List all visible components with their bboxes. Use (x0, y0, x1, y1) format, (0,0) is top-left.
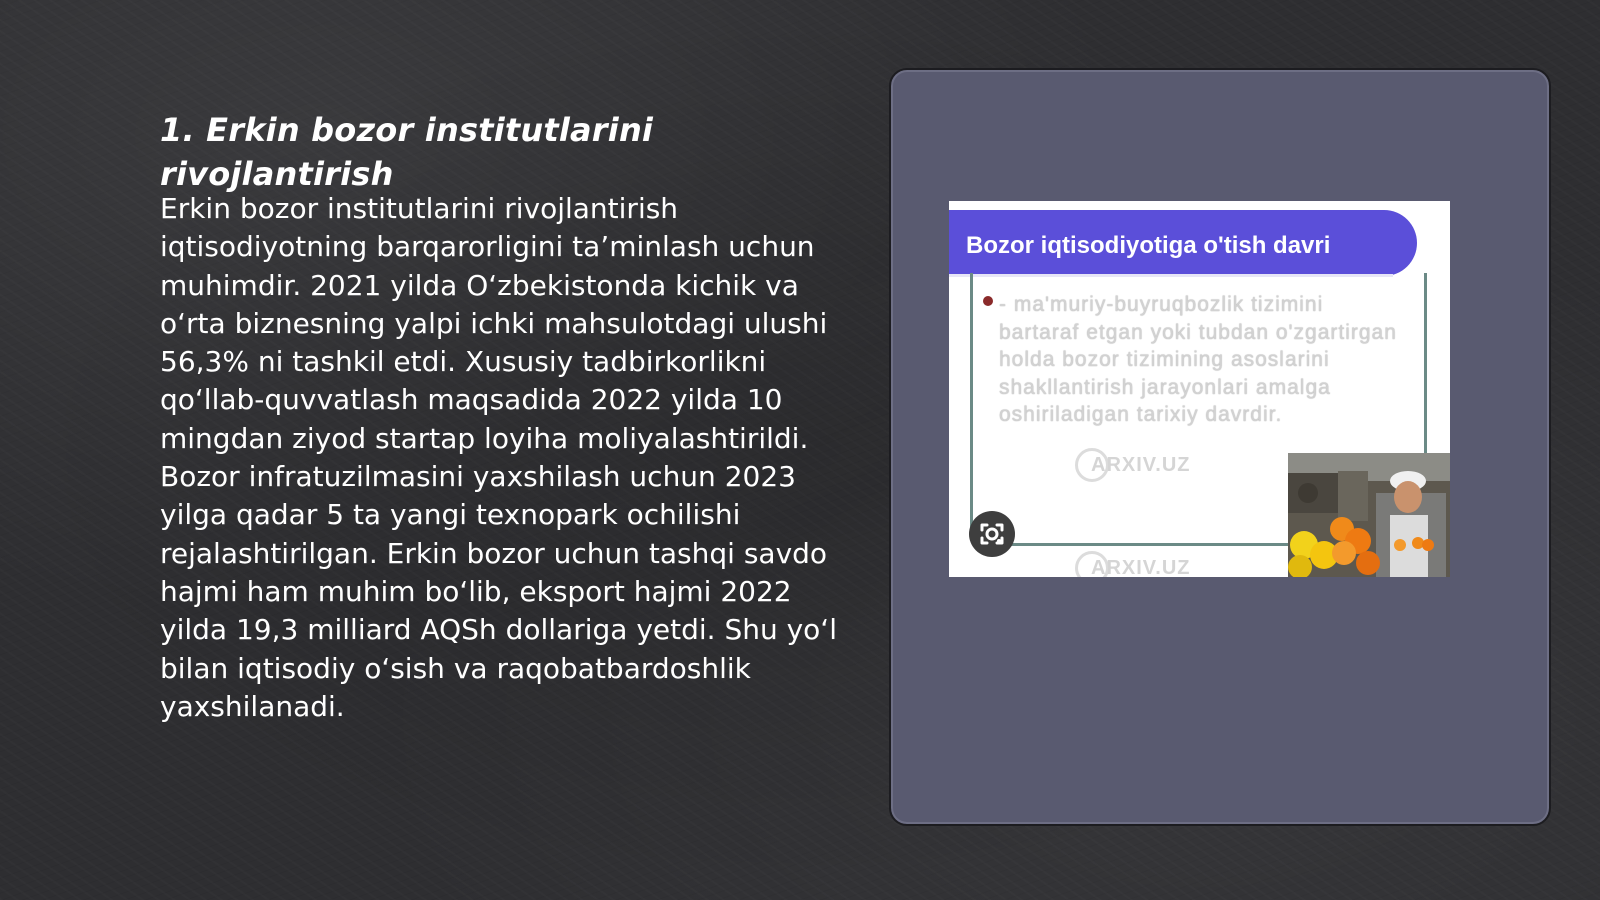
lens-glyph-icon (969, 511, 1015, 557)
google-lens-icon[interactable] (969, 511, 1015, 557)
slide-title: 1. Erkin bozor institutlarini rivojlantirish (160, 111, 654, 193)
market-photo-illustration (1288, 453, 1450, 577)
embedded-slide-image (949, 201, 1450, 577)
market-vendor-photo (1288, 453, 1450, 577)
slide-text-block (160, 108, 840, 726)
watermark-text: ARXIV.UZ (1091, 454, 1191, 476)
slide-body-text: Erkin bozor institutlarini rivojlantirish iqtisodiyotning barqarorligini ta’minlash uchun muhimdir. 2021 yilda O‘zbekistonda kichik va o‘rta biznesning yalpi ichki mahsulotdagi ulushi 56,3% ni tashkil etdi. Xususiy tadbirkorlikni qo‘llab-quvvatlash maqsadida 2022 yilda 10 mingdan ziyod startap loyiha moliyalashtirildi. Bozor infratuzilmasini yaxshilash uchun 2023 yilga qadar 5 ta yangi texnopark ochilishi rejalashtirilgan. Erkin bozor uchun tashqi savdo hajmi ham muhim bo‘lib, eksport hajmi 2022 yilda 19,3 milliard AQSh dollariga yetdi. Shu yo‘l bilan iqtisodiy o‘sish va raqobatbardoshlik yaxshilanadi. (160, 192, 837, 723)
bullet-dot (983, 296, 993, 306)
embedded-slide-header (949, 210, 1417, 276)
embedded-bullet-text: - ma'muriy-buyruqbozlik tizimini bartaraf etgan yoki tubdan o'zgartirgan holda bozor tizimining asoslarini shakllantirish jarayonlari amalga oshiriladigan tarixiy davrdir. (999, 293, 1397, 426)
watermark-text-2: ARXIV.UZ (1091, 557, 1191, 577)
embedded-slide-header-text: Bozor iqtisodiyotiga o'tish davri (966, 232, 1331, 259)
